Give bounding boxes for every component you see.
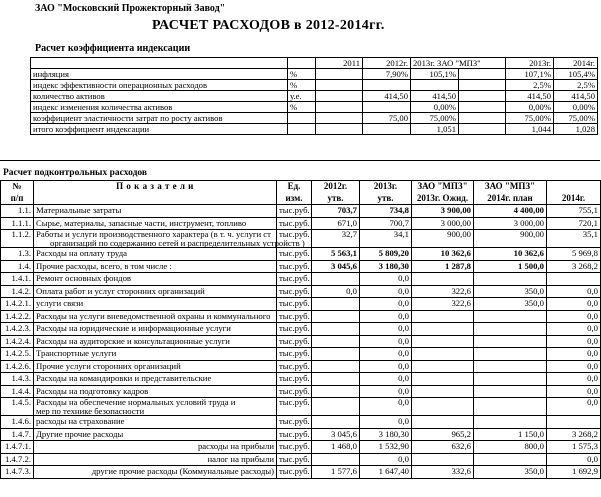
cell-2013: 0,0 xyxy=(360,398,412,416)
row-label: Прочие услуги сторонних организаций xyxy=(34,360,277,373)
cell-2013: 0,0 xyxy=(360,453,412,466)
cell-2014: 0,0 xyxy=(547,398,601,416)
cell-value: 105,4% xyxy=(554,69,598,80)
cell-zao-2014: 350,0 xyxy=(474,298,547,311)
cell-2014: 1 575,3 xyxy=(547,441,601,454)
cell-2012 xyxy=(312,373,360,386)
cell-value: 75,00% xyxy=(506,113,554,124)
cell-value xyxy=(411,80,459,91)
cell-2013: 3 180,30 xyxy=(360,260,412,273)
cell-2014: 0,0 xyxy=(547,298,601,311)
row-unit: тыс.руб. xyxy=(277,398,312,416)
cell-zao-2014: 900,00 xyxy=(474,230,547,248)
row-num: 1.1. xyxy=(1,205,34,218)
cell-value xyxy=(316,113,363,124)
row-label: Расходы на командировки и представительские xyxy=(34,373,277,386)
cell-2013: 0,0 xyxy=(360,273,412,286)
cell-2014 xyxy=(547,273,601,286)
cell-zao-2014: 1 150,0 xyxy=(474,428,547,441)
cell-zao-2013: 322,6 xyxy=(412,285,474,298)
cell-2013: 34,1 xyxy=(360,230,412,248)
cell-value xyxy=(363,102,411,113)
row-label: Расходы на подготовку кадров xyxy=(34,385,277,398)
row-label: количество активов xyxy=(31,91,288,102)
row-num: 1.4.2.4. xyxy=(1,335,34,348)
cell-2014: 0,0 xyxy=(547,373,601,386)
cell-zao-2013 xyxy=(412,310,474,323)
row-num: 1.4. xyxy=(1,260,34,273)
row-unit xyxy=(288,124,316,135)
header-2011: 2011 xyxy=(316,58,363,69)
cell-2014: 3 268,2 xyxy=(547,260,601,273)
row-unit xyxy=(288,113,316,124)
cell-value xyxy=(363,124,411,135)
cell-zao-2014: 350,0 xyxy=(474,466,547,479)
cell-value: 7,90% xyxy=(363,69,411,80)
col-num-header: № xyxy=(1,181,34,193)
indexation-row xyxy=(31,80,598,91)
row-label: Материальные затраты xyxy=(34,205,277,218)
cell-2013: 0,0 xyxy=(360,323,412,336)
cell-2013: 0,0 xyxy=(360,348,412,361)
col-name-header: П о к а з а т е л и xyxy=(34,181,277,193)
cell-zao-2013: 900,00 xyxy=(412,230,474,248)
col-2013-header: 2013г. xyxy=(360,181,412,193)
cell-2012 xyxy=(312,385,360,398)
row-unit: % xyxy=(288,69,316,80)
cell-value xyxy=(316,124,363,135)
row-unit: тыс.руб. xyxy=(277,453,312,466)
cell-2014: 0,0 xyxy=(547,323,601,336)
cell-2012 xyxy=(312,360,360,373)
row-unit: тыс.руб. xyxy=(277,348,312,361)
cell-2012 xyxy=(312,398,360,416)
table-row xyxy=(1,373,601,386)
cell-value: 1,044 xyxy=(506,124,554,135)
cell-2012 xyxy=(312,310,360,323)
row-unit: тыс.руб. xyxy=(277,217,312,230)
cell-value: 107,1% xyxy=(506,69,554,80)
cell-2012 xyxy=(312,348,360,361)
cell-2012: 703,7 xyxy=(312,205,360,218)
cell-2012 xyxy=(312,298,360,311)
row-num: 1.4.2.3. xyxy=(1,323,34,336)
cell-zao-2014 xyxy=(474,348,547,361)
row-unit: тыс.руб. xyxy=(277,310,312,323)
cell-zao-2013 xyxy=(412,398,474,416)
table-row xyxy=(1,398,601,416)
row-num: 1.1.1. xyxy=(1,217,34,230)
cell-zao-2014 xyxy=(474,416,547,429)
cell-zao-2014 xyxy=(474,310,547,323)
row-unit: тыс.руб. xyxy=(277,260,312,273)
cell-value xyxy=(459,91,506,102)
cell-value xyxy=(316,91,363,102)
cell-value: 1,028 xyxy=(554,124,598,135)
cell-2012 xyxy=(312,273,360,286)
cell-2013: 1 532,90 xyxy=(360,441,412,454)
cell-value: 1,051 xyxy=(411,124,459,135)
table-row xyxy=(1,360,601,373)
cell-2014: 0,0 xyxy=(547,348,601,361)
cell-2012: 0,0 xyxy=(312,285,360,298)
table-row xyxy=(1,441,601,454)
cell-value xyxy=(459,102,506,113)
col-zao-2014-header-2: 2014г. план xyxy=(474,193,547,205)
table-row xyxy=(1,310,601,323)
indexation-row xyxy=(31,113,598,124)
cell-value xyxy=(363,80,411,91)
row-label: Оплата работ и услуг сторонних организаций xyxy=(34,285,277,298)
col-2012-header: 2012г. xyxy=(312,181,360,193)
cell-2013: 0,0 xyxy=(360,360,412,373)
col-2014-header: 2014г. xyxy=(547,193,601,205)
cell-2013: 0,0 xyxy=(360,298,412,311)
row-label: Расходы на юридические и информационные услуги xyxy=(34,323,277,336)
indexation-row xyxy=(31,69,598,80)
row-label: индекс эффективности операционных расходов xyxy=(31,80,288,91)
table-row xyxy=(1,385,601,398)
cell-zao-2014 xyxy=(474,335,547,348)
row-unit: тыс.руб. xyxy=(277,428,312,441)
header-2013-zao: 2013г. ЗАО "МПЗ" xyxy=(411,58,506,69)
row-label: Расходы на услуги вневедомственной охраны и коммунального xyxy=(34,310,277,323)
cell-zao-2014: 10 362,6 xyxy=(474,248,547,261)
cell-2012: 32,7 xyxy=(312,230,360,248)
row-label-line2: организаций по содержанию сетей и распределительных устройств ) xyxy=(50,237,305,248)
cell-zao-2014 xyxy=(474,360,547,373)
row-num: 1.4.7.2. xyxy=(1,453,34,466)
row-num: 1.4.2.5. xyxy=(1,348,34,361)
cell-zao-2013 xyxy=(412,273,474,286)
cell-2013: 0,0 xyxy=(360,310,412,323)
cell-value: 75,00% xyxy=(411,113,459,124)
cell-2012 xyxy=(312,323,360,336)
row-num: 1.4.5. xyxy=(1,398,34,416)
table-row xyxy=(1,230,601,248)
cell-2013: 0,0 xyxy=(360,335,412,348)
row-label: Расходы на аудиторские и консультационные услуги xyxy=(34,335,277,348)
cell-value: 414,50 xyxy=(411,91,459,102)
col-2013-header-2: утв. xyxy=(360,193,412,205)
row-label: Другие прочие расходы xyxy=(34,428,277,441)
cell-2012 xyxy=(312,453,360,466)
row-unit: тыс.руб. xyxy=(277,298,312,311)
cell-2014 xyxy=(547,416,601,429)
col-zao-2013-header-2: 2013г. Ожид. xyxy=(412,193,474,205)
col-zao-2013-header: ЗАО "МПЗ" xyxy=(412,181,474,193)
col-2012-header-2: утв. xyxy=(312,193,360,205)
table-row xyxy=(1,348,601,361)
row-unit: тыс.руб. xyxy=(277,323,312,336)
cell-2014: 720,1 xyxy=(547,217,601,230)
row-unit: тыс.руб. xyxy=(277,466,312,479)
cell-2012: 1 577,6 xyxy=(312,466,360,479)
cell-zao-2013 xyxy=(412,385,474,398)
row-label: расходы на прибыли xyxy=(34,441,277,454)
row-unit: у.е. xyxy=(288,91,316,102)
cell-value: 105,1% xyxy=(411,69,459,80)
table-row xyxy=(1,273,601,286)
row-label xyxy=(34,398,277,416)
row-num: 1.4.7.1. xyxy=(1,441,34,454)
col-zao-2014-header: ЗАО "МПЗ" xyxy=(474,181,547,193)
cell-zao-2014 xyxy=(474,373,547,386)
section-divider xyxy=(0,160,600,161)
row-num: 1.4.2.6. xyxy=(1,360,34,373)
cell-value: 75,00% xyxy=(554,113,598,124)
cell-zao-2014: 800,0 xyxy=(474,441,547,454)
indexation-header-row xyxy=(31,58,598,69)
cell-zao-2013: 3 000,00 xyxy=(412,217,474,230)
cell-zao-2014 xyxy=(474,398,547,416)
cell-value: 414,50 xyxy=(363,91,411,102)
row-num: 1.1.2. xyxy=(1,230,34,248)
cell-zao-2013 xyxy=(412,348,474,361)
row-unit: тыс.руб. xyxy=(277,360,312,373)
table-row xyxy=(1,298,601,311)
cell-2014: 0,0 xyxy=(547,453,601,466)
cell-2012: 1 468,0 xyxy=(312,441,360,454)
cell-zao-2013 xyxy=(412,335,474,348)
table-row xyxy=(1,285,601,298)
table-row xyxy=(1,428,601,441)
cell-zao-2013: 322,6 xyxy=(412,298,474,311)
row-unit: тыс.руб. xyxy=(277,335,312,348)
section1-title: Расчет коэффициента индексации xyxy=(35,43,191,54)
cell-2013: 0,0 xyxy=(360,385,412,398)
cell-2014: 0,0 xyxy=(547,310,601,323)
cell-value xyxy=(459,113,506,124)
cell-zao-2013: 332,6 xyxy=(412,466,474,479)
cell-2014: 0,0 xyxy=(547,385,601,398)
cell-value: 414,50 xyxy=(506,91,554,102)
cell-zao-2013: 1 287,8 xyxy=(412,260,474,273)
table-row xyxy=(1,217,601,230)
cell-zao-2014: 1 500,0 xyxy=(474,260,547,273)
indexation-row xyxy=(31,91,598,102)
col-unit-header-2: изм. xyxy=(277,193,312,205)
cell-2012 xyxy=(312,335,360,348)
row-num: 1.3. xyxy=(1,248,34,261)
section2-title: Расчет подконтрольных расходов xyxy=(3,168,148,178)
cell-zao-2013: 3 900,00 xyxy=(412,205,474,218)
row-label: налог на прибыли xyxy=(34,453,277,466)
row-unit: тыс.руб. xyxy=(277,230,312,248)
cell-zao-2014 xyxy=(474,273,547,286)
row-unit: тыс.руб. xyxy=(277,205,312,218)
row-label: Прочие расходы, всего, в том числе : xyxy=(34,260,277,273)
cell-2013: 0,0 xyxy=(360,285,412,298)
table-row xyxy=(1,335,601,348)
cell-zao-2013 xyxy=(412,323,474,336)
row-label: расходы на страхование xyxy=(34,416,277,429)
row-label: Транспортные услуги xyxy=(34,348,277,361)
row-unit: тыс.руб. xyxy=(277,248,312,261)
row-unit: тыс.руб. xyxy=(277,273,312,286)
row-label-line2: мер по технике безопасности xyxy=(36,405,145,416)
table-row xyxy=(1,205,601,218)
row-num: 1.4.2.2. xyxy=(1,310,34,323)
cell-2014: 1 692,9 xyxy=(547,466,601,479)
row-unit: тыс.руб. xyxy=(277,441,312,454)
page-title: РАСЧЕТ РАСХОДОВ в 2012-2014гг. xyxy=(152,18,385,33)
cell-zao-2013: 632,6 xyxy=(412,441,474,454)
table-row xyxy=(1,466,601,479)
cell-2012 xyxy=(312,416,360,429)
row-label: услуги связи xyxy=(34,298,277,311)
cell-2012: 671,0 xyxy=(312,217,360,230)
header-2014: 2014г. xyxy=(554,58,598,69)
cell-2013: 5 809,20 xyxy=(360,248,412,261)
cell-2013: 734,8 xyxy=(360,205,412,218)
cell-zao-2014 xyxy=(474,323,547,336)
indexation-row xyxy=(31,102,598,113)
cell-value: 414,50 xyxy=(554,91,598,102)
row-unit: тыс.руб. xyxy=(277,373,312,386)
row-num: 1.4.7.3. xyxy=(1,466,34,479)
cell-zao-2014 xyxy=(474,385,547,398)
cell-2013: 1 647,40 xyxy=(360,466,412,479)
controlled-expenses-table xyxy=(0,180,601,479)
cell-zao-2013 xyxy=(412,453,474,466)
row-num: 1.4.4. xyxy=(1,385,34,398)
cell-2012: 3 045,6 xyxy=(312,428,360,441)
cell-2012: 5 563,1 xyxy=(312,248,360,261)
col-unit-header: Ед. xyxy=(277,181,312,193)
row-label: Сырье, материалы, запасные части, инструмент, топливо xyxy=(34,217,277,230)
cell-2012: 3 045,6 xyxy=(312,260,360,273)
cell-value xyxy=(459,69,506,80)
cell-value xyxy=(316,69,363,80)
row-num: 1.4.7. xyxy=(1,428,34,441)
row-label: индекс изменения количества активов xyxy=(31,102,288,113)
cell-2013: 700,7 xyxy=(360,217,412,230)
cell-zao-2013: 10 362,6 xyxy=(412,248,474,261)
cell-2014: 3 268,2 xyxy=(547,428,601,441)
row-num: 1.4.6. xyxy=(1,416,34,429)
table-header-row xyxy=(1,181,601,193)
col-num-header-2: п/п xyxy=(1,193,34,205)
table-row xyxy=(1,248,601,261)
cell-value: 0,00% xyxy=(506,102,554,113)
cell-2013: 3 180,30 xyxy=(360,428,412,441)
cell-zao-2014: 3 000,00 xyxy=(474,217,547,230)
cell-value: 0,00% xyxy=(554,102,598,113)
table-header-row-2 xyxy=(1,193,601,205)
row-label: Расходы на оплату труда xyxy=(34,248,277,261)
cell-value: 75,00 xyxy=(363,113,411,124)
row-unit: тыс.руб. xyxy=(277,285,312,298)
cell-2013: 0,0 xyxy=(360,416,412,429)
row-num: 1.4.3. xyxy=(1,373,34,386)
cell-zao-2014 xyxy=(474,453,547,466)
row-label: коэффициент эластичности затрат по росту активов xyxy=(31,113,288,124)
row-num: 1.4.2.1. xyxy=(1,298,34,311)
row-label: Ремонт основных фондов xyxy=(34,273,277,286)
row-label: итого коэффициент индексации xyxy=(31,124,288,135)
indexation-table xyxy=(30,57,598,135)
row-label: другие прочие расходы (Коммунальные расходы) xyxy=(34,466,277,479)
cell-2014: 0,0 xyxy=(547,285,601,298)
cell-zao-2014: 4 400,00 xyxy=(474,205,547,218)
header-2012: 2012г. xyxy=(363,58,411,69)
row-unit: % xyxy=(288,102,316,113)
table-row xyxy=(1,416,601,429)
cell-zao-2013: 965,2 xyxy=(412,428,474,441)
row-unit: тыс.руб. xyxy=(277,385,312,398)
cell-value xyxy=(459,124,506,135)
row-unit: % xyxy=(288,80,316,91)
header-2013: 2013г. xyxy=(506,58,554,69)
table-row xyxy=(1,323,601,336)
cell-value: 0,00% xyxy=(411,102,459,113)
row-label: инфляция xyxy=(31,69,288,80)
cell-2014: 5 969,8 xyxy=(547,248,601,261)
indexation-row-total xyxy=(31,124,598,135)
cell-2014: 0,0 xyxy=(547,335,601,348)
cell-value xyxy=(316,102,363,113)
cell-2014: 35,1 xyxy=(547,230,601,248)
table-row xyxy=(1,260,601,273)
row-unit: тыс.руб. xyxy=(277,416,312,429)
row-label-line1: Работы и услуги производственного характера (в т. ч. услуги ст xyxy=(36,229,271,239)
cell-2014: 755,1 xyxy=(547,205,601,218)
row-num: 1.4.1. xyxy=(1,273,34,286)
cell-zao-2013 xyxy=(412,360,474,373)
table-row xyxy=(1,453,601,466)
cell-zao-2013 xyxy=(412,416,474,429)
cell-zao-2014: 350,0 xyxy=(474,285,547,298)
cell-value xyxy=(316,80,363,91)
cell-2014: 0,0 xyxy=(547,360,601,373)
company-name: ЗАО "Московский Прожекторный Завод" xyxy=(35,3,226,14)
row-num: 1.4.2. xyxy=(1,285,34,298)
cell-zao-2013 xyxy=(412,373,474,386)
cell-value xyxy=(459,80,506,91)
cell-value: 2,5% xyxy=(506,80,554,91)
row-label-line1: Расходы на обеспечение нормальных условий труда и xyxy=(36,397,236,407)
cell-2013: 0,0 xyxy=(360,373,412,386)
cell-value: 2,5% xyxy=(554,80,598,91)
